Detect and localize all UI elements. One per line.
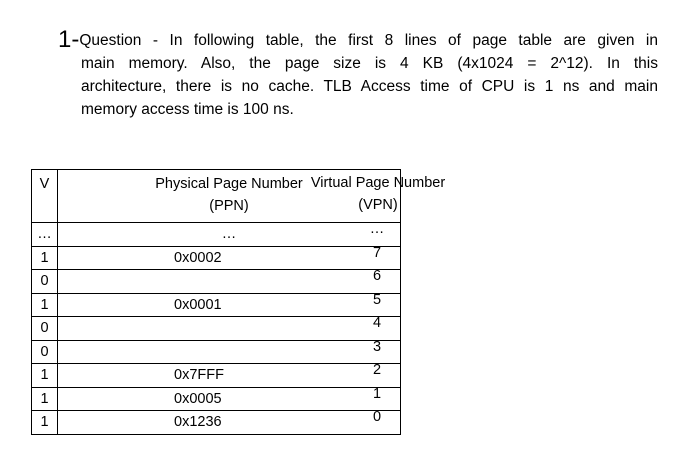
table-row (32, 270, 401, 294)
vpn-value: … (369, 221, 385, 237)
vpn-value: 0 (372, 409, 382, 425)
vpn-value: 6 (372, 268, 382, 284)
ppn-cell: 0x0001 (58, 293, 401, 317)
table-row (32, 411, 401, 435)
table-row (32, 246, 401, 270)
valid-bit-cell: … (32, 223, 58, 247)
valid-bit-cell: 0 (32, 340, 58, 364)
vpn-value: 3 (372, 338, 382, 355)
ppn-cell: … (58, 223, 401, 247)
question-line-1: 1-Question - In following table, the first 8 lines of page table are given in (58, 26, 658, 53)
valid-bit-cell: 1 (32, 246, 58, 270)
question-line-2: main memory. Also, the page size is 4 KB (4x1024 = 2^12). In this (81, 55, 658, 72)
question-text (58, 28, 658, 121)
ppn-header-line2: (PPN) (209, 198, 249, 214)
vpn-column (367, 218, 387, 430)
vpn-header-line2: (VPN) (358, 197, 398, 213)
question-line-4: memory access time is 100 ns. (81, 101, 294, 118)
valid-bit-cell: 0 (32, 270, 58, 294)
vpn-value: 4 (372, 315, 382, 331)
valid-bit-cell: 1 (32, 387, 58, 411)
ppn-cell: 0x0005 (58, 387, 401, 411)
ppn-cell: 0x0002 (58, 246, 401, 270)
ppn-cell: 0x1236 (58, 411, 401, 435)
ppn-cell (58, 317, 401, 341)
table-row (32, 340, 401, 364)
vpn-header-line1: Virtual Page Number (310, 175, 446, 191)
valid-bit-cell: 1 (32, 411, 58, 435)
ppn-header-line1: Physical Page Number (155, 176, 303, 192)
question-number: 1- (58, 26, 80, 53)
vpn-value: 2 (372, 362, 382, 378)
valid-bit-cell: 0 (32, 317, 58, 341)
table-row (32, 387, 401, 411)
vpn-value: 7 (372, 244, 382, 261)
table-row (32, 293, 401, 317)
table-row (32, 364, 401, 388)
vpn-header (300, 172, 456, 216)
vpn-value: 5 (372, 291, 382, 308)
table-row (32, 223, 401, 247)
valid-bit-cell: 1 (32, 364, 58, 388)
valid-bit-cell: 1 (32, 293, 58, 317)
table-row (32, 317, 401, 341)
vpn-value: 1 (372, 385, 382, 402)
question-line-3: architecture, there is no cache. TLB Access time of CPU is 1 ns and main (81, 78, 658, 95)
ppn-cell (58, 270, 401, 294)
v-header: V (32, 170, 58, 223)
ppn-cell (58, 340, 401, 364)
ppn-cell: 0x7FFF (58, 364, 401, 388)
